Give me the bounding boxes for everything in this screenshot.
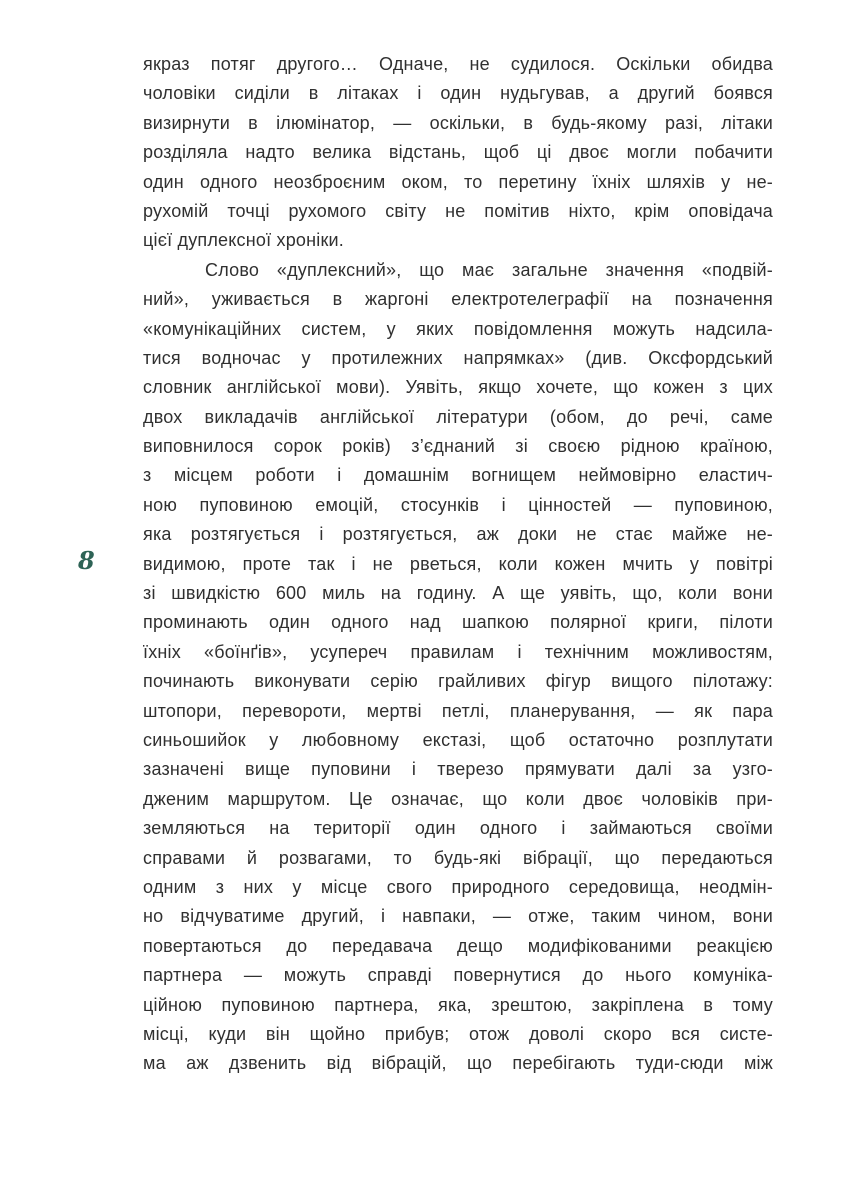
text-line: повертаються до передавача дещо модифікованими реакцією [143, 935, 773, 956]
text-line: місці, куди він щойно прибув; отож доволі скоро вся систе- [143, 1023, 773, 1044]
text-line: одним з них у місце свого природного середовища, неодмін- [143, 876, 773, 897]
text-line: двох викладачів англійської літератури (обом, до речі, саме [143, 406, 773, 427]
text-line: чоловіки сиділи в літаках і один нудьгував, а другий боявся [143, 83, 773, 104]
text-block [143, 50, 773, 1079]
text-line: рухомій точці рухомого світу не помітив ніхто, крім оповідача [143, 200, 773, 221]
text-line: цієї дуплексної хроніки. [143, 230, 344, 251]
text-line: ма аж дзвенить від вібрацій, що перебігають туди-сюди між [143, 1053, 773, 1074]
page-number: 8 [78, 546, 95, 575]
text-line: зазначені вище пуповини і тверезо прямувати далі за узго- [143, 759, 773, 780]
text-line: ною пуповиною емоцій, стосунків і цінностей — пуповиною, [143, 494, 773, 515]
text-line: словник англійської мови). Уявіть, якщо хочете, що кожен з цих [143, 377, 773, 398]
text-line: один одного неозброєним оком, то перетину їхніх шляхів у не- [143, 171, 773, 192]
text-line: справами й розвагами, то будь-які вібрації, що передаються [143, 847, 773, 868]
text-line: партнера — можуть справді повернутися до нього комуніка- [143, 965, 773, 986]
text-line: дженим маршрутом. Це означає, що коли двоє чоловіків при- [143, 788, 773, 809]
text-line: зі швидкістю 600 миль на годину. А ще уявіть, що, коли вони [143, 583, 773, 604]
text-line: ційною пуповиною партнера, яка, зрештою, закріплена в тому [143, 994, 773, 1015]
text-line: визирнути в ілюмінатор, — оскільки, в будь-якому разі, літаки [143, 112, 773, 133]
paragraph [143, 50, 773, 256]
text-line: видимою, проте так і не рветься, коли кожен мчить у повітрі [143, 553, 773, 574]
text-line: синьошийок у любовному екстазі, щоб остаточно розплутати [143, 729, 773, 750]
text-line: штопори, перевороти, мертві петлі, планерування, — як пара [143, 700, 773, 721]
paragraph [143, 256, 773, 1079]
text-line: тися водночас у протилежних напрямках» (див. Оксфордський [143, 347, 773, 368]
text-line: земляються на території один одного і займаються своїми [143, 818, 773, 839]
text-line: починають виконувати серію грайливих фігур вищого пілотажу: [143, 671, 773, 692]
text-line: проминають один одного над шапкою полярної криги, пілоти [143, 612, 773, 633]
text-line: ний», уживається в жаргоні електротелеграфії на позначення [143, 289, 773, 310]
text-line: «комунікаційних систем, у яких повідомлення можуть надсила- [143, 318, 773, 339]
text-line: розділяла надто велика відстань, щоб ці двоє могли побачити [143, 142, 773, 163]
text-line: Слово «дуплексний», що має загальне значення «подвій- [205, 259, 773, 280]
text-line: яка розтягується і розтягується, аж доки не стає майже не- [143, 524, 773, 545]
text-line: якраз потяг другого… Одначе, не судилося. Оскільки обидва [143, 54, 773, 74]
text-line: виповнилося сорок років) з’єднаний зі своєю рідною країною, [143, 436, 773, 457]
text-line: їхніх «боїнґів», усупереч правилам і технічним можливостям, [143, 641, 773, 662]
text-line: з місцем роботи і домашнім вогнищем неймовірно еластич- [143, 465, 773, 486]
text-line: но відчуватиме другий, і навпаки, — отже, таким чином, вони [143, 906, 773, 927]
